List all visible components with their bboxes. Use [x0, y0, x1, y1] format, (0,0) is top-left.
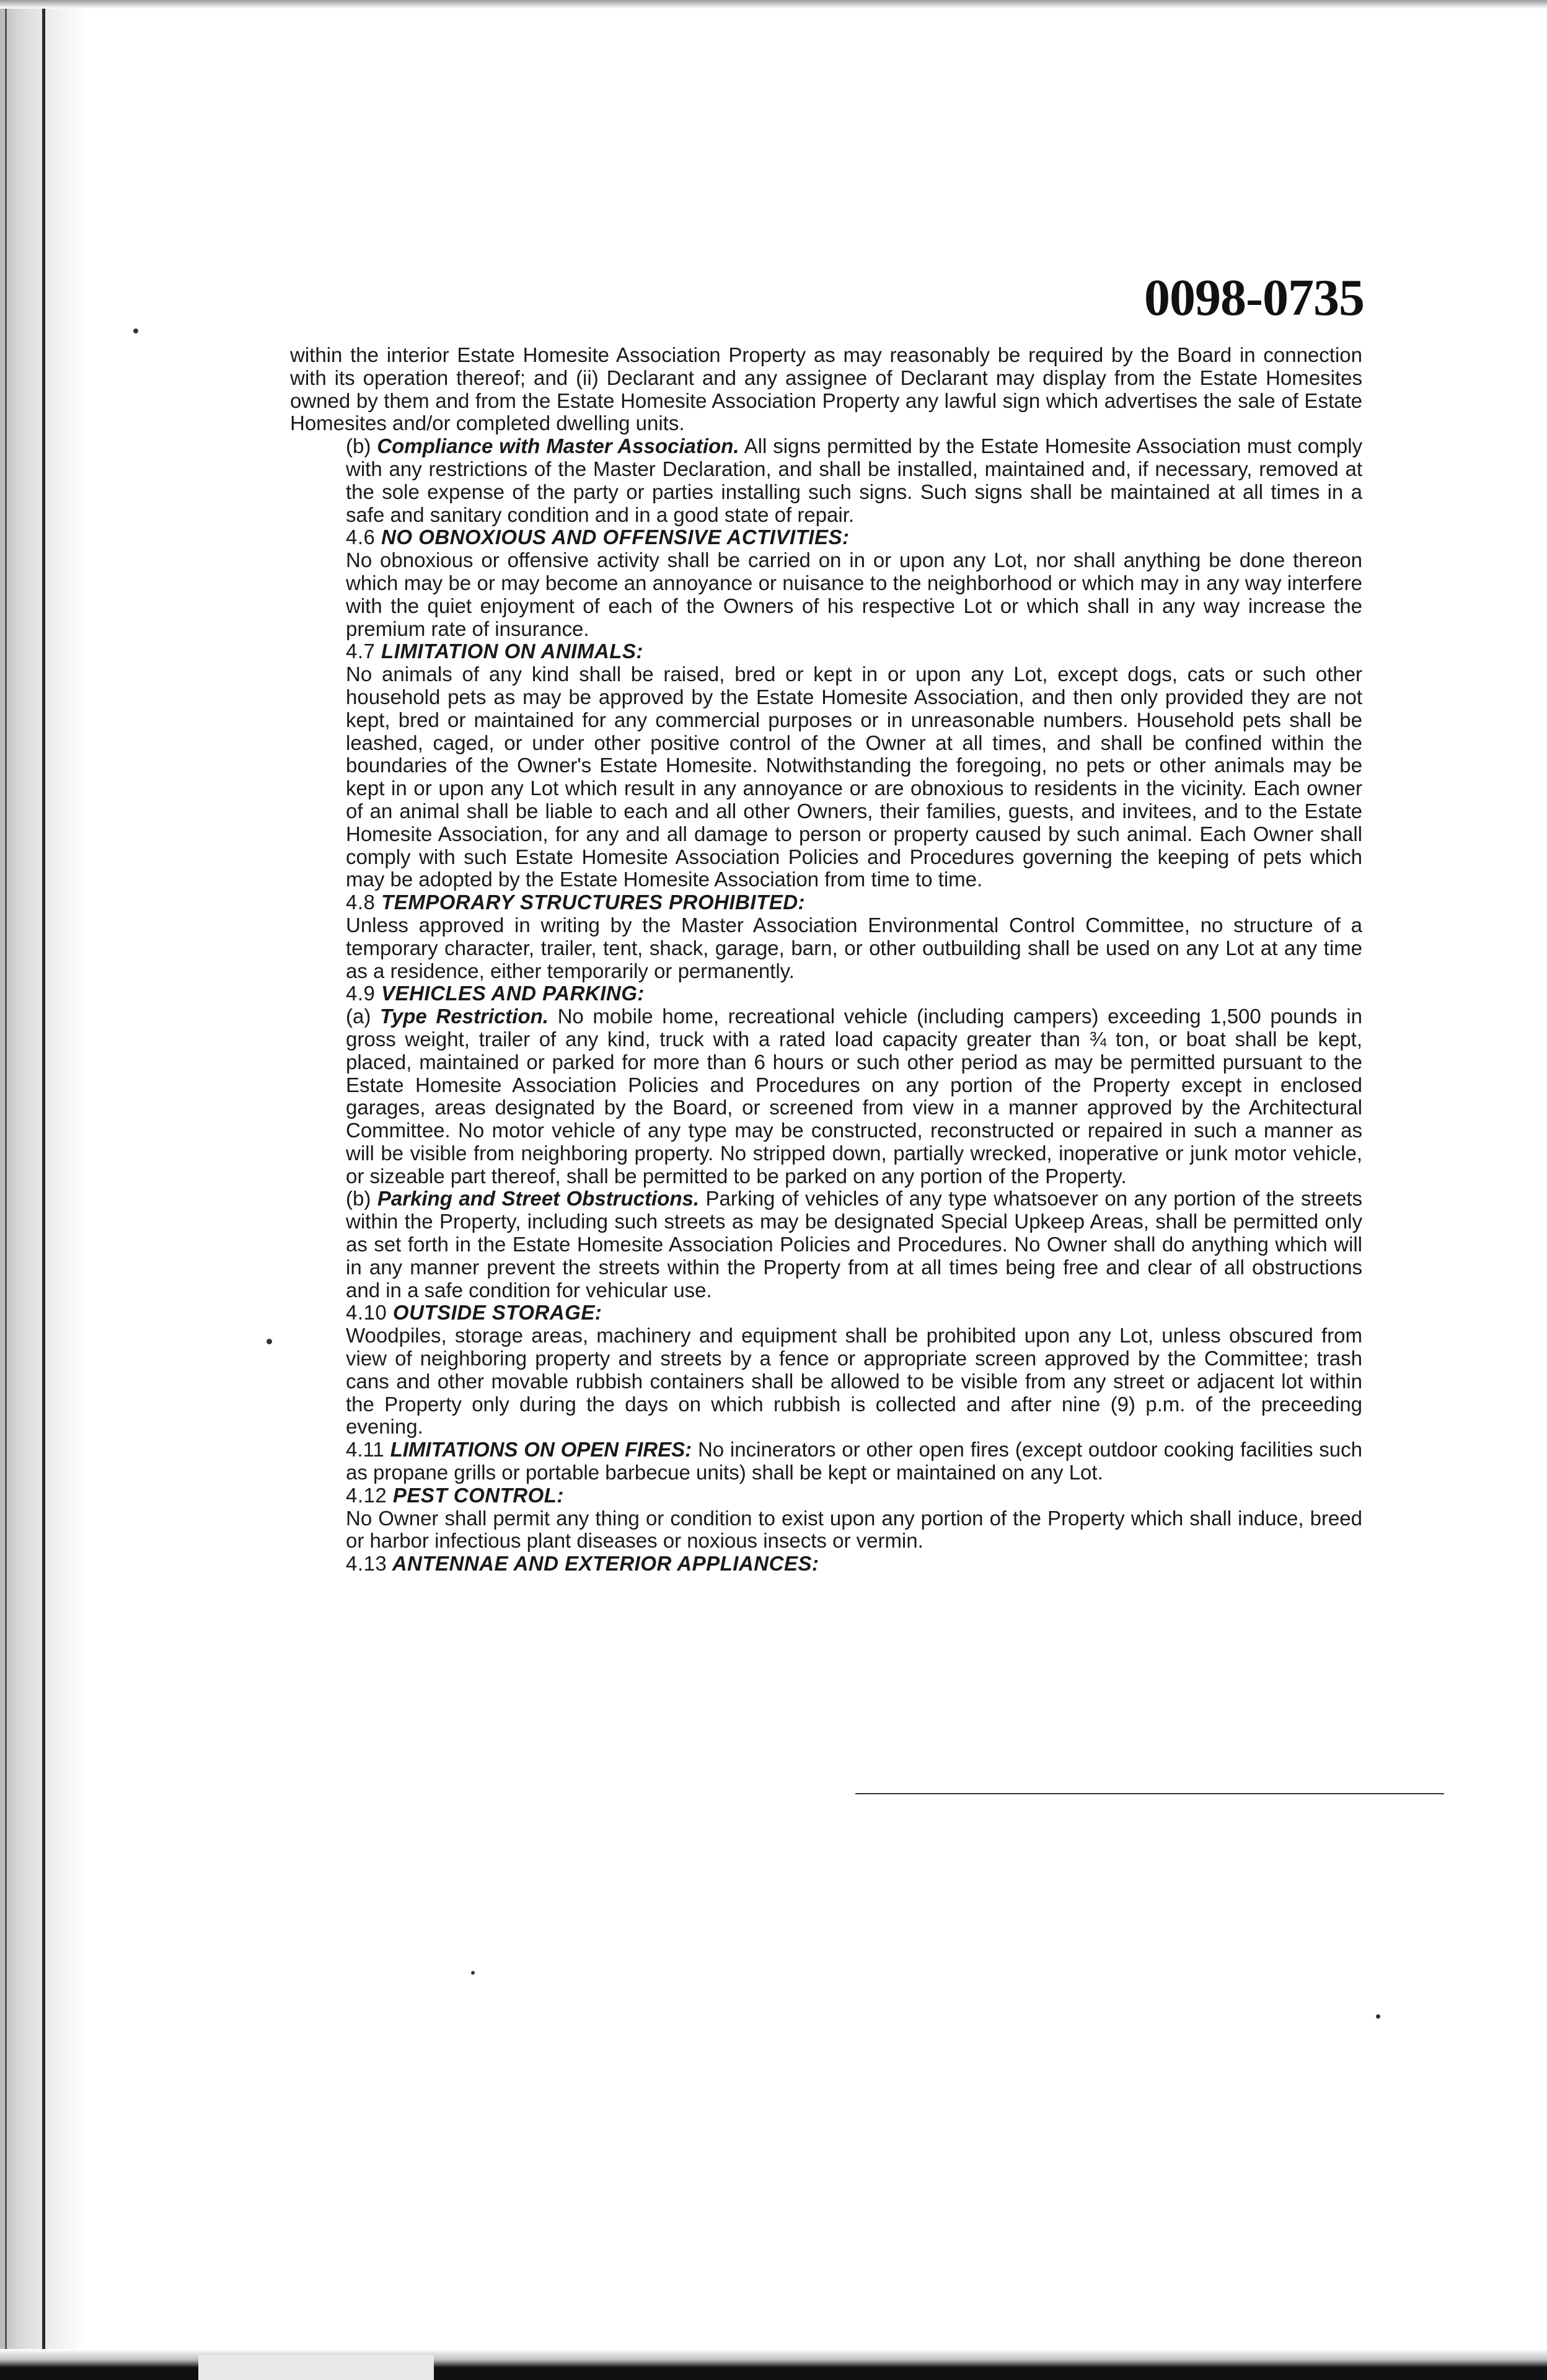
- item-text: No mobile home, recreational vehicle (including campers) exceeding 1,500 pounds in gross weight, trailer of any kind, truck with a rated load capacity greater than ¾ ton, or boat shall be kept, placed, maintained or parked for more than 6 hours or such other period as may be permitted pursuant to the Estate Homesite Association Policies and Procedures on any portion of the Property except in enclosed garages, areas designated by the Board, or screened from view in a manner approved by the Architectural Committee. No motor vehicle of any type may be constructed, reconstructed or repaired in such a manner as will be visible from neighboring property. No stripped down, partially wrecked, inoperative or junk motor vehicle, or sizeable part thereof, shall be permitted to be parked on any portion of the Property.: [346, 1005, 1362, 1188]
- scan-speck: [133, 328, 138, 333]
- section-text-4-8: Unless approved in writing by the Master Association Environmental Control Committee, no structure of a temporary character, trailer, tent, shack, garage, barn, or other outbuilding shall be used on any Lot at any time as a residence, either temporarily or permanently.: [346, 913, 1362, 982]
- section-number: 4.6: [346, 526, 376, 549]
- section-title: OUTSIDE STORAGE:: [392, 1301, 602, 1324]
- item-text: Parking of vehicles of any type whatsoever on any portion of the streets within the Property, including such streets as may be designated Special Upkeep Areas, shall be permitted only as set forth in the Estate Homesite Association Policies and Procedures. No Owner shall do anything which will in any manner prevent the streets within the Property from at all times being free and clear of all obstructions and in a safe condition for vehicular use.: [346, 1187, 1362, 1302]
- scan-artifact-line: [42, 0, 45, 2380]
- document-number: 0098-0735: [1144, 269, 1364, 327]
- section-number: 4.13: [346, 1552, 387, 1576]
- section-title: NO OBNOXIOUS AND OFFENSIVE ACTIVITIES:: [381, 526, 850, 549]
- item-lead: Parking and Street Obstructions.: [377, 1187, 700, 1210]
- section-heading-4-9: [290, 982, 1362, 1005]
- section-title: LIMITATIONS ON OPEN FIRES:: [390, 1438, 692, 1461]
- section-text: No incinerators or other open fires (except outdoor cooking facilities such as propane grills or portable barbecue units) shall be kept or maintained on any Lot.: [346, 1438, 1363, 1484]
- section-heading-4-10: [290, 1302, 1362, 1324]
- section-number: 4.9: [346, 982, 376, 1005]
- section-heading-4-13: [290, 1553, 1362, 1576]
- section-number: 4.12: [346, 1483, 387, 1507]
- section-title: PEST CONTROL:: [392, 1483, 564, 1507]
- section-number: 4.10: [346, 1301, 387, 1324]
- section-title: TEMPORARY STRUCTURES PROHIBITED:: [381, 891, 806, 914]
- end-rule: [855, 1793, 1444, 1794]
- item-label: (a): [346, 1005, 371, 1028]
- section-heading-4-12: [290, 1484, 1362, 1507]
- paragraph-intro: within the interior Estate Homesite Association Property as may reasonably be required by the Board in connection with its operation thereof; and (ii) Declarant and any assignee of Declarant may display from the Estate Homesites owned by them and from the Estate Homesite Association Property any lawful sign which advertises the sale of Estate Homesites and/or completed dwelling units.: [290, 343, 1362, 435]
- scan-speck: [267, 1339, 272, 1344]
- item-label: (b): [346, 434, 371, 458]
- section-heading-4-6: [290, 526, 1362, 549]
- paragraph-b-compliance: [290, 435, 1362, 526]
- section-number: 4.7: [346, 640, 376, 663]
- item-label: (b): [346, 1187, 371, 1210]
- section-text-4-10: Woodpiles, storage areas, machinery and equipment shall be prohibited upon any Lot, unless obscured from view of neighboring property and streets by a fence or appropriate screen approved by the Committee; trash cans and other movable rubbish containers shall be allowed to be visible from any street or adjacent lot within the Property only during the days on which rubbish is collected and after nine (9) p.m. of the preceeding evening.: [346, 1324, 1362, 1439]
- section-title: ANTENNAE AND EXTERIOR APPLIANCES:: [392, 1552, 819, 1576]
- item-lead: Compliance with Master Association.: [377, 434, 739, 458]
- scan-top-edge: [0, 0, 1547, 9]
- item-text: All signs permitted by the Estate Homesite Association must comply with any restrictions of the Master Declaration, and shall be installed, maintained and, if necessary, removed at the sole expense of the party or parties installing such signs. Such signs shall be maintained at all times in a safe and sanitary condition and in a good state of repair.: [346, 434, 1363, 526]
- scan-artifact: [198, 2355, 434, 2380]
- scan-speck: [1376, 2014, 1380, 2019]
- section-number: 4.11: [346, 1438, 384, 1461]
- document-body: [290, 344, 1362, 1576]
- paragraph-b-parking: [290, 1188, 1362, 1302]
- scan-speck: [471, 1971, 475, 1975]
- section-heading-4-8: [290, 891, 1362, 914]
- section-title: VEHICLES AND PARKING:: [381, 982, 645, 1005]
- paragraph-a-type-restriction: [290, 1005, 1362, 1188]
- section-4-11: [290, 1439, 1362, 1484]
- scan-artifact-line: [5, 0, 7, 2380]
- section-text-4-6: No obnoxious or offensive activity shall be carried on in or upon any Lot, nor shall anything be done thereon which may be or may become an annoyance or nuisance to the neighborhood or which may in any way interfere with the quiet enjoyment of each of the Owners of his respective Lot or which shall in any way increase the premium rate of insurance.: [346, 549, 1362, 640]
- section-heading-4-7: [290, 640, 1362, 663]
- section-text-4-7: No animals of any kind shall be raised, bred or kept in or upon any Lot, except dogs, cats or such other household pets as may be approved by the Estate Homesite Association, and then only provided they are not kept, bred or maintained for any commercial purposes or in unreasonable numbers. Household pets shall be leashed, caged, or under other positive control of the Owner at all times, and shall be confined within the boundaries of the Owner's Estate Homesite. Notwithstanding the foregoing, no pets or other animals may be kept in or upon any Lot which result in any annoyance or are obnoxious to residents in the vicinity. Each owner of an animal shall be liable to each and all other Owners, their families, guests, and invitees, and to the Estate Homesite Association, for any and all damage to person or property caused by such animal. Each Owner shall comply with such Estate Homesite Association Policies and Procedures governing the keeping of pets which may be adopted by the Estate Homesite Association from time to time.: [346, 663, 1362, 891]
- section-text-4-12: No Owner shall permit any thing or condition to exist upon any portion of the Property which shall induce, breed or harbor infectious plant diseases or noxious insects or vermin.: [346, 1506, 1362, 1553]
- item-lead: Type Restriction.: [379, 1005, 549, 1028]
- section-title: LIMITATION ON ANIMALS:: [381, 640, 643, 663]
- section-number: 4.8: [346, 891, 376, 914]
